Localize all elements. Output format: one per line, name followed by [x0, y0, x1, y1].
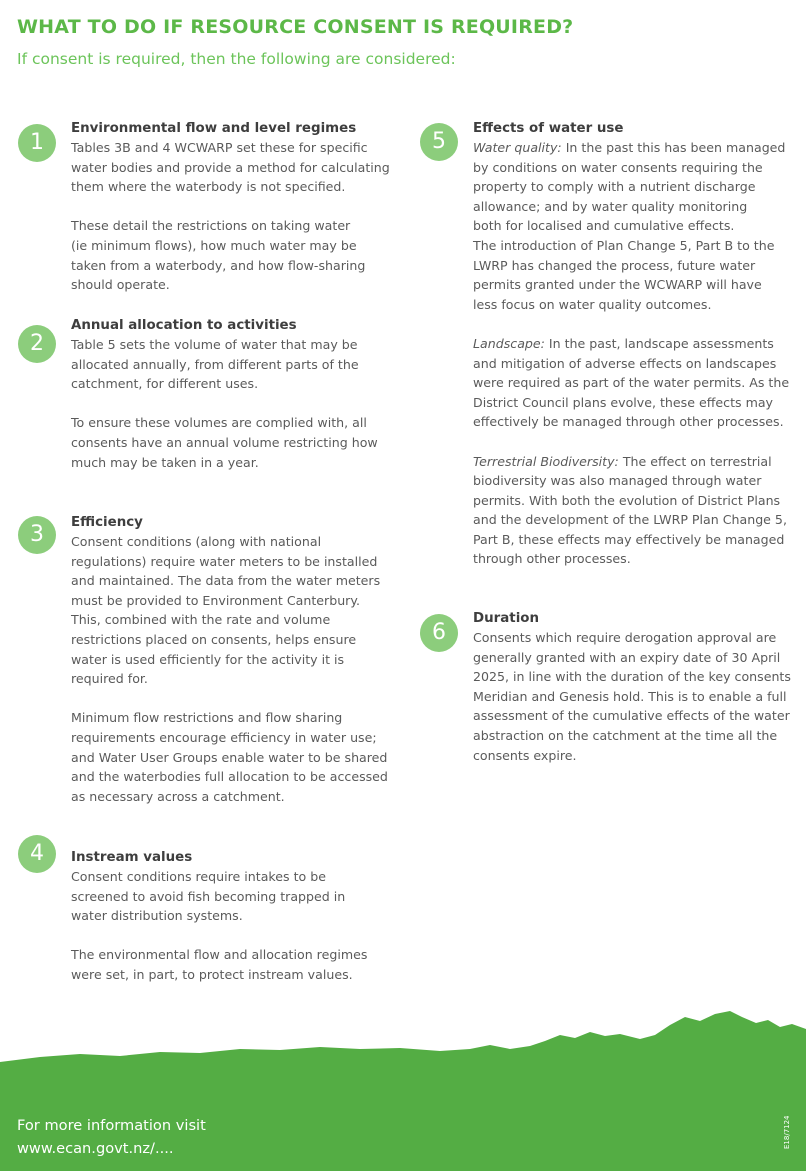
text-line: Landscape: In the past, landscape assessments: [473, 335, 774, 351]
text-line: assessment of the cumulative effects of the water: [473, 708, 790, 724]
footer: [0, 1005, 806, 1171]
footer-info-text: For more information visit: [17, 1117, 206, 1134]
text-line: The environmental flow and allocation regimes: [71, 947, 368, 963]
section-1-body: [71, 119, 390, 295]
text-line: generally granted with an expiry date of 30 April: [473, 649, 781, 665]
section-1-title: Environmental flow and level regimes: [71, 121, 357, 136]
text-line: taken from a waterbody, and how flow-sharing: [71, 257, 366, 273]
text-line: by conditions on water consents requiring the: [473, 159, 763, 175]
text-line: and mitigation of adverse effects on landscapes: [473, 355, 777, 371]
text-line: catchment, for different uses.: [71, 376, 259, 392]
text-line: (ie minimum flows), how much water may be: [71, 237, 357, 253]
text-line: were required as part of the water permits. As the: [473, 375, 790, 391]
text-line: should operate.: [71, 277, 170, 293]
text-line: requirements encourage efficiency in water use;: [71, 729, 377, 745]
text-line: Tables 3B and 4 WCWARP set these for specific: [71, 140, 368, 155]
text-line: and maintained. The data from the water meters: [71, 573, 381, 589]
section-6-title: Duration: [473, 611, 540, 626]
text-line: allocated annually, from different parts of the: [71, 356, 359, 372]
text-line: property to comply with a nutrient discharge: [473, 179, 756, 195]
number-badge-4: 4: [18, 835, 56, 873]
section-2-body: [71, 316, 378, 472]
number-badge-2: 2: [18, 325, 56, 363]
text-line: Minimum flow restrictions and flow sharing: [71, 710, 343, 726]
section-5-body: [473, 119, 789, 569]
water-quality-label: Water quality:: [473, 140, 562, 155]
text-line: restrictions placed on consents, helps ensure: [71, 631, 357, 647]
text-line: much may be taken in a year.: [71, 454, 259, 470]
footer-website-link[interactable]: www.ecan.govt.nz/....: [17, 1140, 174, 1157]
section-2-title: Annual allocation to activities: [71, 318, 297, 333]
text-line: allowance; and by water quality monitoring: [473, 198, 748, 214]
page-title: WHAT TO DO IF RESOURCE CONSENT IS REQUIRED?: [17, 16, 574, 38]
section-3-title: Efficiency: [71, 515, 143, 530]
text-line: and the development of the LWRP Plan Change 5,: [473, 512, 787, 528]
number-badge-3: 3: [18, 516, 56, 554]
text-line: consents have an annual volume restricting how: [71, 434, 378, 450]
text-line: To ensure these volumes are complied with, all: [71, 415, 367, 431]
text-line: permits. With both the evolution of District Plans: [473, 492, 781, 508]
number-badge-6: 6: [420, 614, 458, 652]
text-line: Part B, these effects may effectively be managed: [473, 531, 785, 547]
text-line: biodiversity was also managed through water: [473, 473, 762, 489]
text-line: must be provided to Environment Canterbury.: [71, 592, 361, 608]
text-line: consents expire.: [473, 747, 577, 763]
document-code: E18/7124: [783, 1115, 791, 1149]
biodiversity-label: Terrestrial Biodiversity:: [473, 453, 619, 469]
text-line: required for.: [71, 671, 148, 687]
text-line: and Water User Groups enable water to be shared: [71, 749, 388, 765]
number-badge-5: 5: [420, 123, 458, 161]
text-line: them where the waterbody is not specified.: [71, 179, 346, 195]
text-line: water bodies and provide a method for calculating: [71, 159, 390, 175]
section-4-title: Instream values: [71, 850, 193, 865]
page-subtitle: If consent is required, then the following are considered:: [17, 50, 456, 68]
text-line: regulations) require water meters to be installed: [71, 553, 378, 569]
text-line: Consent conditions require intakes to be: [71, 869, 326, 884]
text-line: as necessary across a catchment.: [71, 788, 285, 804]
text-line: Meridian and Genesis hold. This is to enable a full: [473, 688, 787, 704]
text-line: District Council plans evolve, these effects may: [473, 394, 774, 410]
text-line: water distribution systems.: [71, 908, 243, 924]
text-line: screened to avoid fish becoming trapped in: [71, 888, 346, 904]
text-line: were set, in part, to protect instream values.: [71, 966, 353, 982]
text-line: through other processes.: [473, 551, 631, 567]
text-line: effectively be managed through other processes.: [473, 414, 784, 430]
text-line: Table 5 sets the volume of water that may be: [71, 337, 358, 352]
text-line: The introduction of Plan Change 5, Part B to the: [473, 237, 775, 253]
text-line: 2025, in line with the duration of the key consents: [473, 669, 791, 685]
text-line: water is used efficiently for the activity it is: [71, 651, 345, 667]
text-line: Terrestrial Biodiversity: The effect on terrestrial: [473, 453, 772, 469]
text-line: both for localised and cumulative effects.: [473, 218, 735, 234]
section-6-body: [473, 609, 791, 765]
text-line: abstraction on the catchment at the time all the: [473, 727, 778, 743]
text-line: These detail the restrictions on taking water: [71, 218, 351, 234]
text-line: Consents which require derogation approval are: [473, 630, 777, 645]
section-4-body: [71, 848, 367, 985]
text-line: less focus on water quality outcomes.: [473, 296, 712, 312]
text-line: LWRP has changed the process, future water: [473, 257, 756, 273]
landscape-label: Landscape:: [473, 335, 545, 351]
text-line: This, combined with the rate and volume: [71, 612, 331, 628]
text-line: Water quality: In the past this has been managed: [473, 140, 786, 155]
section-5-title: Effects of water use: [473, 121, 624, 136]
text-line: permits granted under the WCWARP will have: [473, 277, 762, 293]
text-line: Consent conditions (along with national: [71, 534, 322, 549]
section-3-body: [71, 513, 388, 806]
number-badge-1: 1: [18, 124, 56, 162]
text-line: and the waterbodies full allocation to be accessed: [71, 769, 388, 785]
